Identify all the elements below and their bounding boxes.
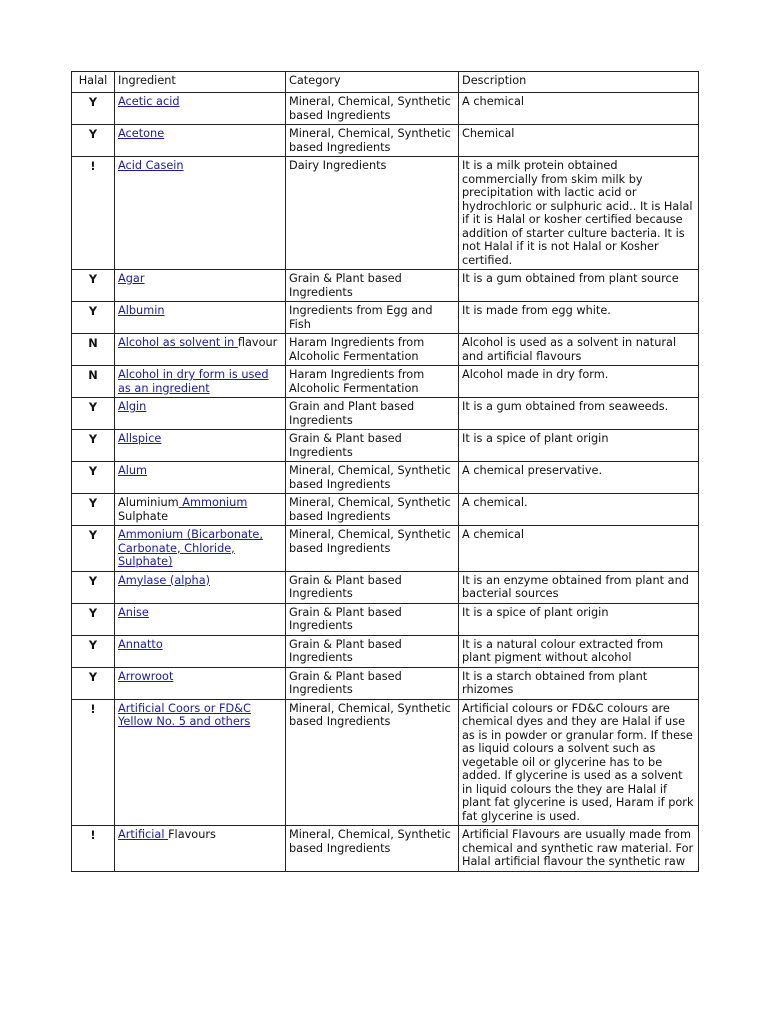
category-cell: Grain & Plant based Ingredients [286, 603, 459, 635]
halal-status: ! [72, 826, 115, 872]
ingredient-link[interactable]: Annatto [118, 637, 163, 651]
ingredient-cell [115, 571, 286, 603]
ingredient-cell [115, 93, 286, 125]
ingredient-link[interactable]: Albumin [118, 304, 165, 317]
category-cell: Mineral, Chemical, Synthetic based Ingredients [286, 699, 459, 826]
description-cell: Alcohol made in dry form. [459, 366, 699, 398]
ingredients-table [71, 71, 699, 872]
table-row [72, 494, 699, 526]
category-cell: Mineral, Chemical, Synthetic based Ingredients [286, 826, 459, 872]
ingredient-link[interactable]: Acetic acid [118, 95, 180, 108]
ingredient-text: Aluminium [118, 496, 179, 509]
halal-status: Y [72, 93, 115, 125]
description-cell: A chemical [459, 93, 699, 125]
halal-status: N [72, 334, 115, 366]
table-row [72, 635, 699, 667]
ingredient-link[interactable]: Alum [118, 464, 148, 477]
category-cell: Grain & Plant based Ingredients [286, 635, 459, 667]
ingredient-cell [115, 699, 286, 826]
description-cell: It is a gum obtained from seaweeds. [459, 398, 699, 430]
table-row [72, 571, 699, 603]
halal-status: Y [72, 494, 115, 526]
category-cell: Grain & Plant based Ingredients [286, 571, 459, 603]
ingredient-cell [115, 270, 286, 302]
table-row [72, 603, 699, 635]
table-body [72, 93, 699, 872]
ingredient-link[interactable]: Ammonium [178, 496, 248, 509]
category-cell: Grain & Plant based Ingredients [286, 270, 459, 302]
category-cell: Mineral, Chemical, Synthetic based Ingredients [286, 93, 459, 125]
description-cell: Artificial colours or FD&C colours are chemical dyes and they are Halal if use as is in powder or granular form. If these as liquid colours a solvent such as vegetable oil or glycerine has to be added. If glycerine is used as a solvent in liquid colours the they are Halal if plant fat glycerine is used, Haram if pork fat glycerine is used. [459, 699, 699, 826]
ingredient-link[interactable]: Acid Casein [118, 159, 184, 172]
ingredient-link[interactable]: Arrowroot [118, 669, 174, 683]
description-cell: It is a natural colour extracted from plant pigment without alcohol [459, 635, 699, 667]
category-cell: Mineral, Chemical, Synthetic based Ingredients [286, 462, 459, 494]
description-cell: It is a spice of plant origin [459, 603, 699, 635]
ingredient-link[interactable]: Anise [118, 605, 149, 619]
table-row [72, 699, 699, 826]
ingredient-cell [115, 366, 286, 398]
ingredient-text: flavour [237, 336, 278, 349]
description-cell: It is a milk protein obtained commercially from skim milk by precipitation with lactic acid or hydrochloric or sulphuric acid.. It is Halal if it is Halal or kosher certified because addition of starter culture bacteria. It is not Halal if it is not Halal or Kosher certified. [459, 157, 699, 270]
ingredient-link[interactable]: Ammonium (Bicarbonate, Carbonate, Chloride, Sulphate) [118, 528, 263, 568]
category-cell: Ingredients from Egg and Fish [286, 302, 459, 334]
halal-status: Y [72, 125, 115, 157]
ingredient-cell [115, 430, 286, 462]
header-description: Description [459, 72, 699, 93]
ingredient-link[interactable]: Allspice [118, 432, 162, 445]
ingredient-cell [115, 826, 286, 872]
ingredient-cell [115, 667, 286, 699]
halal-status: Y [72, 398, 115, 430]
table-row [72, 125, 699, 157]
ingredient-link[interactable]: Alcohol as solvent in [118, 336, 238, 349]
table-row [72, 157, 699, 270]
ingredient-cell [115, 125, 286, 157]
halal-status: Y [72, 270, 115, 302]
ingredient-cell [115, 302, 286, 334]
header-ingredient: Ingredient [115, 72, 286, 93]
halal-status: Y [72, 302, 115, 334]
ingredient-link[interactable]: Acetone [118, 127, 165, 140]
ingredient-cell [115, 526, 286, 572]
ingredient-text: Flavours [168, 828, 216, 841]
category-cell: Grain & Plant based Ingredients [286, 430, 459, 462]
halal-status: Y [72, 526, 115, 572]
ingredient-link[interactable]: Alcohol in dry form is used as an ingredient [118, 368, 269, 395]
ingredient-cell [115, 635, 286, 667]
halal-status: Y [72, 667, 115, 699]
description-cell: Chemical [459, 125, 699, 157]
category-cell: Grain & Plant based Ingredients [286, 667, 459, 699]
table-row [72, 398, 699, 430]
table-row [72, 366, 699, 398]
table-header-row [72, 72, 699, 93]
description-cell: A chemical [459, 526, 699, 572]
halal-status: Y [72, 603, 115, 635]
ingredient-link[interactable]: Artificial Coors or FD&C Yellow No. 5 and others [118, 701, 251, 728]
category-cell: Mineral, Chemical, Synthetic based Ingredients [286, 494, 459, 526]
table-row [72, 302, 699, 334]
description-cell: It is a starch obtained from plant rhizomes [459, 667, 699, 699]
table-row [72, 462, 699, 494]
header-halal: Halal [72, 72, 115, 93]
table-row [72, 526, 699, 572]
description-cell: It is made from egg white. [459, 302, 699, 334]
description-cell: It is an enzyme obtained from plant and bacterial sources [459, 571, 699, 603]
table-row [72, 270, 699, 302]
description-cell: It is a spice of plant origin [459, 430, 699, 462]
ingredient-cell [115, 398, 286, 430]
table-row [72, 430, 699, 462]
halal-status: Y [72, 430, 115, 462]
description-cell: Alcohol is used as a solvent in natural and artificial flavours [459, 334, 699, 366]
halal-status: N [72, 366, 115, 398]
ingredient-cell [115, 603, 286, 635]
category-cell: Grain and Plant based Ingredients [286, 398, 459, 430]
description-cell: It is a gum obtained from plant source [459, 270, 699, 302]
halal-status: ! [72, 157, 115, 270]
description-cell: A chemical. [459, 494, 699, 526]
ingredient-text: Sulphate [118, 509, 169, 523]
ingredient-link[interactable]: Amylase (alpha) [118, 573, 211, 587]
ingredient-cell [115, 462, 286, 494]
table-row [72, 826, 699, 872]
category-cell: Haram Ingredients from Alcoholic Fermentation [286, 334, 459, 366]
ingredient-link[interactable]: Artificial [118, 828, 169, 841]
description-cell: A chemical preservative. [459, 462, 699, 494]
category-cell: Mineral, Chemical, Synthetic based Ingredients [286, 125, 459, 157]
ingredient-cell [115, 334, 286, 366]
halal-status: Y [72, 462, 115, 494]
table-row [72, 667, 699, 699]
category-cell: Dairy Ingredients [286, 157, 459, 270]
halal-status: ! [72, 699, 115, 826]
ingredient-cell [115, 157, 286, 270]
ingredient-cell [115, 494, 286, 526]
ingredient-link[interactable]: Algin [118, 400, 147, 413]
category-cell: Mineral, Chemical, Synthetic based Ingredients [286, 526, 459, 572]
table-row [72, 93, 699, 125]
halal-status: Y [72, 635, 115, 667]
header-category: Category [286, 72, 459, 93]
halal-status: Y [72, 571, 115, 603]
table-row [72, 334, 699, 366]
description-cell: Artificial Flavours are usually made from chemical and synthetic raw material. For Halal artificial flavour the synthetic raw [459, 826, 699, 872]
category-cell: Haram Ingredients from Alcoholic Fermentation [286, 366, 459, 398]
ingredient-link[interactable]: Agar [118, 272, 145, 285]
